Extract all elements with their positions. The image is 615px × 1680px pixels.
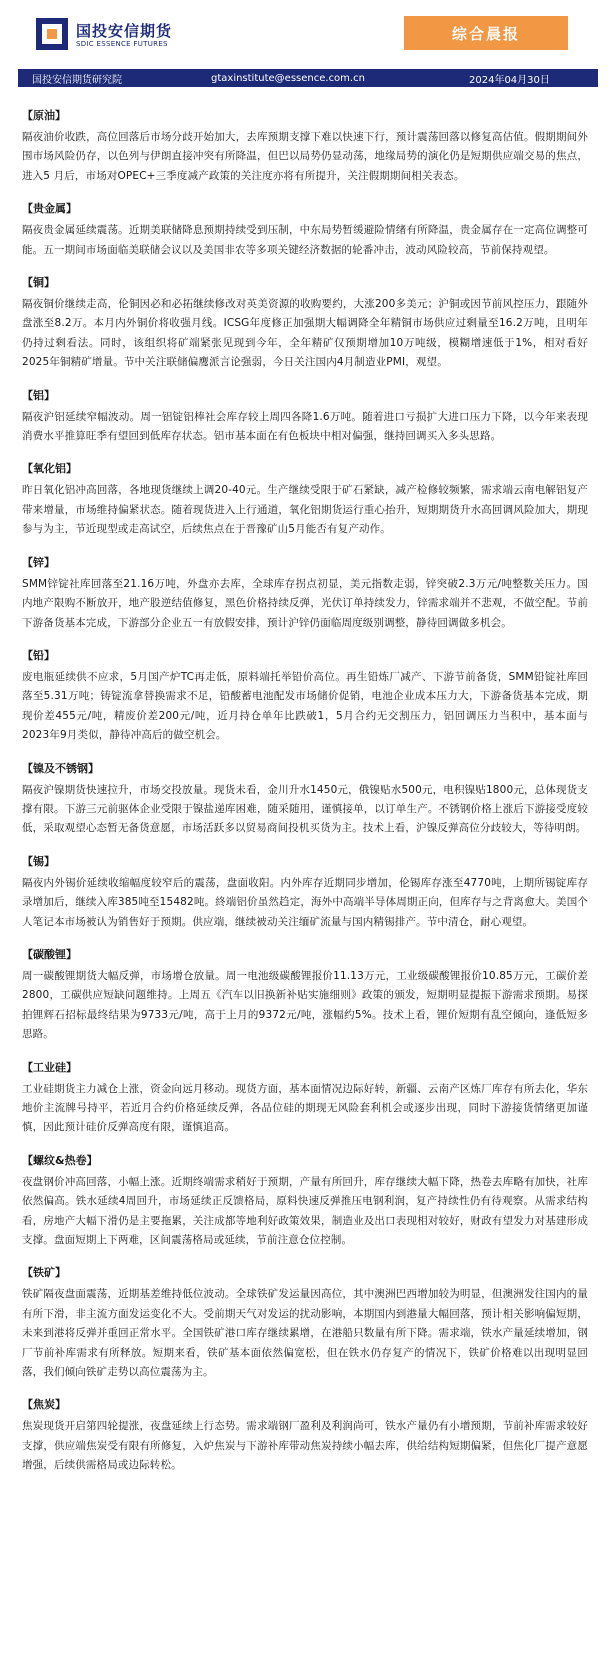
logo-chinese-name: 国投安信期货	[76, 22, 173, 40]
section-tin	[22, 852, 588, 932]
section-body: 隔夜沪铝延续窄幅波动。周一铝锭铝棒社会库存较上周四各降1.6万吨。随着进口亏损扩大进口压力下降，以今年来表现消费水平推算旺季有望回到低库存状态。铝市基本面在有色板块中相对偏强，继持回调买入多头思路。	[22, 410, 588, 443]
section-body: 夜盘钢价冲高回落，小幅上涨。近期终端需求稍好于预期，产量有所回升，库存继续大幅下降，热卷去库略有加快，社库依然偏高。铁水延续4周回升，市场延续正反馈格局，原料快速反弹推压电钢利润，复产持续性仍有待观察。从需求结构看，房地产大幅下滑仍是主要拖累，关注成都等地利好政策效果，制造业及出口表现相对较好，财政有望发力对基建形成支撑。盘面短期上下两难，区间震荡格局或延续，节前注意仓位控制。	[22, 1175, 588, 1247]
section-iron-ore	[22, 1263, 588, 1382]
section-body: 隔夜贵金属延续震荡。近期美联储降息预期持续受到压制，中东局势暂缓避险情绪有所降温，贵金属存在一定高位调整可能。五一期间市场面临美联储会议以及美国非农等多项关键经济数据的轮番冲击，波动风险较高，节前保持观望。	[22, 224, 588, 256]
info-bar	[18, 69, 598, 87]
section-precious-metals	[22, 199, 588, 260]
section-title: 【螺纹&热卷】	[22, 1153, 98, 1167]
section-industrial-silicon	[22, 1058, 588, 1138]
section-crude-oil	[22, 106, 588, 186]
section-body: 隔夜内外锡价延续收缩幅度较窄后的震荡，盘面收阳。内外库存近期同步增加，伦锡库存涨至4770吨，上期所锡锭库存录增加后，继续入库385吨至15482吨。終端铝价虽然趋定，海外中高端半导体周期正向，但库存与之背离愈大。美国个人笔记本市场被认为销售好于预期。供应端，继续被动关注缅矿流量与国内精锡排产。节中清仓，耐心观望。	[22, 876, 588, 928]
section-body: 焦炭现货开启第四轮提涨，夜盘延续上行态势。需求端钢厂盈利及利润尚可，铁水产量仍有小增预期，节前补库需求较好支撑，供应端焦炭受有限有所修复，入炉焦炭与下游补库带动焦炭持续小幅去库，供给结构短期偏紧，但焦化厂提产意愿增强，后续供需格局或边际转松。	[22, 1420, 588, 1472]
section-body: SMM锌锭社库回落至21.16万吨，外盘亦去库，全球库存拐点初显，美元指数走弱，锌突破2.3万元/吨整数关压力。国内地产限购不断放开，地产股逆结值修复，黑色价格持续反弹，光伏订单持续发力，锌需求端并不悲观，不做空配。节前下游备货基本完成，下游部分企业五一有放假安排，预计沪锌仍面临周度级别调整，静待回调做多机会。	[22, 577, 588, 629]
section-body: 废电瓶延续供不应求，5月国产炉TC再走低，原料端托举铅价高位。再生铅炼厂减产、下游节前备货，SMM铅锭社库回落至5.31万吨；铸锭流拿替换需求不足，铅酸蓄电池配发市场储价促销，电池企业成本压力大，下游备货基本完成，期现价差455元/吨，精废价差200元/吨，近月持仓单年比跌破1，5月合约无交割压力，铝回调压力当积中，基本面与2023年9月类似，静待冲高后的做空机会。	[22, 670, 588, 742]
section-body: 昨日氧化铝冲高回落，各地现货继续上调20-40元。生产继续受限于矿石紧缺，减产检修较频繁，需求端云南电解铝复产带来增量，市场维持偏紧状态。随着现货进入上行通道，氧化铝期货运行重心抬升，短期期货升水高回调风险加大，期现参与为主，节近现型或走高试空，后续焦点在于晋豫矿山5月能否有复产动作。	[22, 484, 588, 536]
section-body: 隔夜铜价继续走高，伦铜因必和必拓继续修改对英美资源的收购要约，大涨200多美元；沪铜或因节前风控压力，跟随外盘涨至8.2万。本月内外铜价将收强月线。ICSG年度修正加强期大幅调降全年精铜市场供应过剩量至16.2万吨，且明年仍持过剩看法。同时，该组织将矿端紧张见现到今年，全年精矿仅预期增加10万吨级，模糊增速低于1%，相对看好2025年铜精矿增量。节中关注联储偏鹰派言论强弱，今日关注国内4月制造业PMI，观望。	[22, 298, 588, 369]
section-title: 【铁矿】	[22, 1266, 66, 1280]
report-header	[0, 0, 615, 62]
section-body: 周一碳酸锂期货大幅反弹，市场增仓放量。周一电池级碳酸锂报价11.13万元，工业级碳酸锂报价10.85万元，工碳价差2800，工碳供应短缺问题维持。上周五《汽车以旧换新补贴实施细则》政策的颁发，短期明显提振下游需求预期。易探拍锂辉石招标最终结果为9733元/吨，高于上月的9372元/吨，涨幅约5%。技术上看，锂价短期有乱空倾向，逢低短多思路。	[22, 969, 588, 1041]
section-title: 【工业硅】	[22, 1060, 77, 1074]
section-title: 【镍及不锈钢】	[22, 761, 99, 775]
section-body: 铁矿隔夜盘面震荡，近期基差维持低位波动。全球铁矿发运量因高位，其中澳洲巴西增加较为明显，但澳洲发往国内的量有所下滑，非主流方面发运变化不大。受前期天气对发运的扰动影响，本期国内到港量大幅回落，预计相关影响偏短期，未来到港将反弹并重回正常水平。全国铁矿港口库存继续累增，在港船只数量有所下降。需求端，铁水产量延续增加，钢厂节前补库需求有所释放。短期来看，铁矿基本面依然偏宽松，但在铁水仍存复产的情况下，铁矿价格难以出现明显回落，我们倾向铁矿走势以高位震荡为主。	[22, 1288, 588, 1379]
section-title: 【铝】	[22, 388, 55, 402]
section-title: 【原油】	[22, 109, 66, 122]
section-title: 【锡】	[22, 854, 55, 868]
logo-mark-icon	[36, 18, 68, 50]
company-logo	[36, 18, 216, 52]
section-body: 工业硅期货主力减仓上涨，资金向远月移动。现货方面，基本面情况边际好转，新疆、云南产区炼厂库存有所去化，华东地价主流牌号持平，若近月合约价格延续反弹，各品位硅的期现无风险套利机会或逐步出现，同时下游接货情绪更加谨慎，因此预计硅价反弹高度有限，谨慎追高。	[22, 1082, 588, 1134]
contact-email: gtaxinstitute@essence.com.cn	[211, 72, 365, 84]
section-lithium-carbonate	[22, 945, 588, 1045]
report-date: 2024年04月30日	[469, 74, 550, 86]
institute-name: 国投安信期货研究院	[32, 74, 122, 86]
section-title: 【贵金属】	[22, 202, 77, 216]
section-zinc	[22, 553, 588, 633]
section-coke	[22, 1395, 588, 1475]
report-content	[22, 106, 588, 1489]
section-body: 隔夜油价收跌，高位回落后市场分歧开始加大，去库预期支撑下难以快速下行，预计震荡回落以修复高估值。假期期间外围市场风险仍存，以色列与伊朗直接冲突有所降温，但巴以局势仍显动荡，地缘局势的演化仍是短期供应端交易的焦点，进入5 月后，市场对OPEC+三季度减产政策的关注度亦将有所提升，关注假期期间相关表态。	[22, 131, 588, 182]
section-aluminum	[22, 386, 588, 447]
section-title: 【焦炭】	[22, 1398, 66, 1412]
section-title: 【铜】	[22, 276, 55, 290]
section-copper	[22, 273, 588, 373]
section-nickel-stainless	[22, 759, 588, 839]
section-lead	[22, 646, 588, 746]
section-alumina	[22, 459, 588, 539]
section-title: 【铅】	[22, 648, 55, 662]
report-type-tag: 综合晨报	[404, 16, 568, 50]
section-body: 隔夜沪镍期货快速拉升，市场交投放量。现货未看，金川升水1450元，俄镍贴水500元，电积镍贴1800元，总体现货支撑有限。下游三元前驱体企业受限于镍盐递库困难，随采随用，谨慎接单，以订单生产。不锈钢价格上涨后下游接受度较低，采取观望心态暂无备货意愿，市场活跃多以贸易商间投机买货为主。技术上看，沪镍反弹高位分歧较大，等待明朗。	[22, 783, 588, 835]
section-title: 【锌】	[22, 555, 55, 569]
section-title: 【碳酸锂】	[22, 947, 77, 961]
logo-english-name: SDIC ESSENCE FUTURES	[76, 40, 168, 48]
section-title: 【氧化铝】	[22, 462, 77, 476]
section-rebar-hot-coil	[22, 1151, 588, 1251]
